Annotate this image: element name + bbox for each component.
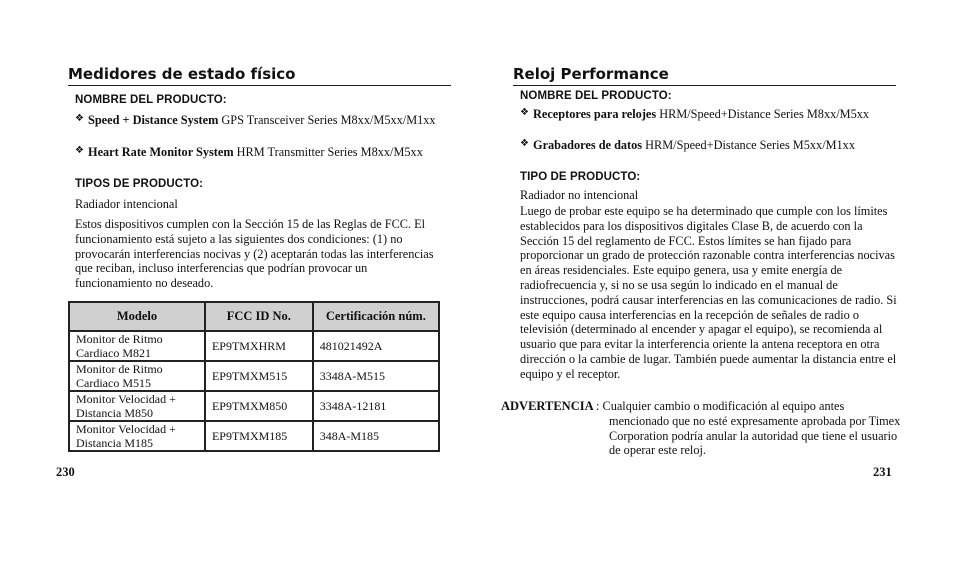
product-series: HRM Transmitter Series M8xx/M5xx [233,145,423,159]
diamond-bullet-icon: ❖ [75,145,84,156]
product-name-bold: Speed + Distance System [88,113,219,127]
table-row [69,391,439,421]
left-product-item-2 [75,145,440,160]
product-series: HRM/Speed+Distance Series M8xx/M5xx [656,107,870,121]
diamond-bullet-icon: ❖ [75,113,84,124]
diamond-bullet-icon: ❖ [520,107,529,118]
product-name-bold: Heart Rate Monitor System [88,145,234,159]
cell-fcc-id: EP9TMXM185 [205,421,313,451]
warning-text: : Cualquier cambio o modificación al equipo antes mencionado que no esté expresamente aprobada por Timex Corporation podría anular la autoridad que tiene el usuario de operar este reloj. [596,399,901,458]
left-page-number: 230 [56,465,75,479]
cell-model: Monitor Velocidad + Distancia M850 [69,391,205,421]
cell-model: Monitor de Ritmo Cardiaco M821 [69,331,205,361]
table-row [69,361,439,391]
header-certificacion: Certificación núm. [313,302,439,331]
left-section-title: Medidores de estado físico [68,65,451,86]
cell-fcc-id: EP9TMXM515 [205,361,313,391]
right-compliance-text: Luego de probar este equipo se ha determinado que cumple con los límites establecidos para los dispositivos digitales Clase B, de acuerdo con la Sección 15 del reglamento de FCC. Estos límites se han fijado para proporcionar un grado de protección razonable contra interferencias nocivas en áreas residenciales. Este equipo genera, usa y emite energía de radiofrecuencia y, si no se usa según lo indicado en el manual de instrucciones, podrá causar interferencias en las comunicaciones de radio. Si este equipo causa interferencias en la recepción de señales de radio o televisión (determinado al encender y apagar el equipo), se recomienda al usuario que para evitar la interferencia oriente la antena receptora en otra dirección o la cambie de lugar. También puede aumentar la distancia entre el equipo y el receptor. [520,204,897,381]
right-product-type-label: TIPO DE PRODUCTO: [520,171,641,183]
left-product-type-value: Radiador intencional [75,197,178,211]
diamond-bullet-icon: ❖ [520,138,529,149]
right-product-item-2 [520,138,885,153]
right-page-number: 231 [873,465,892,479]
header-fcc-id: FCC ID No. [205,302,313,331]
fcc-table [68,301,440,452]
table-row [69,421,439,451]
cell-fcc-id: EP9TMXM850 [205,391,313,421]
cell-fcc-id: EP9TMXHRM [205,331,313,361]
cell-certification: 3348A-M515 [313,361,439,391]
table-row [69,331,439,361]
left-product-item-1 [75,113,440,128]
left-product-name-label: NOMBRE DEL PRODUCTO: [75,94,227,106]
product-name-bold: Grabadores de datos [533,138,643,152]
right-product-item-1 [520,107,885,122]
product-series: HRM/Speed+Distance Series M5xx/M1xx [642,138,855,152]
cell-certification: 481021492A [313,331,439,361]
left-compliance-text: Estos dispositivos cumplen con la Sección 15 de las Reglas de FCC. El funcionamiento está sujeto a las siguientes dos condiciones: (1) no provocarán interferencias nocivas y (2) aceptarán todas las interferencias que reciban, incluso interferencias que podrían provocar un funcionamiento no deseado. [75,217,434,291]
warning-label: ADVERTENCIA [501,399,594,413]
product-name-bold: Receptores para relojes [533,107,657,121]
table-header-row [69,302,439,331]
cell-model: Monitor de Ritmo Cardiaco M515 [69,361,205,391]
cell-certification: 348A-M185 [313,421,439,451]
right-product-name-label: NOMBRE DEL PRODUCTO: [520,90,672,102]
cell-certification: 3348A-12181 [313,391,439,421]
product-series: GPS Transceiver Series M8xx/M5xx/M1xx [218,113,436,127]
left-product-types-label: TIPOS DE PRODUCTO: [75,178,204,190]
right-section-title: Reloj Performance [513,65,896,86]
cell-model: Monitor Velocidad + Distancia M185 [69,421,205,451]
header-modelo: Modelo [69,302,205,331]
right-product-type-value: Radiador no intencional [520,188,639,202]
